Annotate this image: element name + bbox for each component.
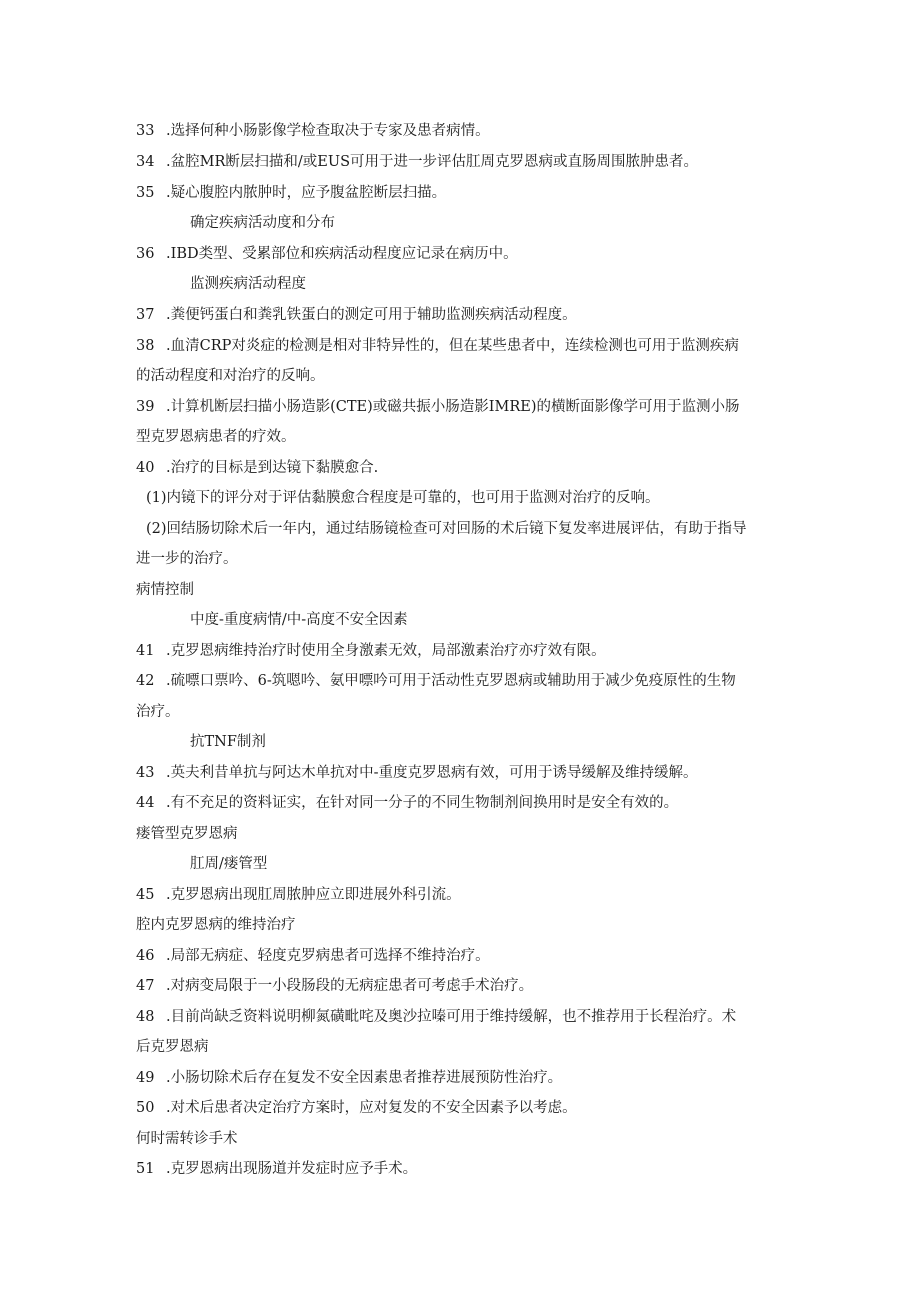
guideline-item-35 <box>136 184 786 202</box>
guideline-item-45 <box>136 886 786 904</box>
guideline-item-44 <box>136 794 786 812</box>
item-number: 41 <box>136 643 155 659</box>
item-text: .英夫利昔单抗与阿达木单抗对中-重度克罗恩病有效，可用于诱导缓解及维持缓解。 <box>166 765 698 781</box>
continuation-line: 治疗。 <box>136 704 180 720</box>
continuation-line: 型克罗恩病患者的疗效。 <box>136 429 296 445</box>
item-text: .局部无病症、轻度克罗病患者可选择不维持治疗。 <box>166 948 490 964</box>
continuation-line: 进一步的治疗。 <box>136 551 238 567</box>
item-text: .粪便钙蛋白和粪乳铁蛋白的测定可用于辅助监测疾病活动程度。 <box>166 307 577 323</box>
item-number: 33 <box>136 123 155 139</box>
item-text: .有不充足的资料证实，在针对同一分子的不同生物制剂间换用时是安全有效的。 <box>166 795 679 811</box>
guideline-item-50 <box>136 1099 786 1117</box>
sub-item-2: (2)回结肠切除术后一年内，通过结肠镜检查可对回肠的术后镜下复发率进展评估，有助于指导 <box>146 521 747 537</box>
subsection-heading: 确定疾病活动度和分布 <box>190 215 335 231</box>
item-number: 50 <box>136 1100 155 1116</box>
guideline-item-41 <box>136 642 786 660</box>
continuation-line: 后克罗恩病 <box>136 1039 209 1055</box>
section-heading: 瘘管型克罗恩病 <box>136 826 238 842</box>
item-number: 47 <box>136 978 155 994</box>
item-text: .IBD类型、受累部位和疾病活动程度应记录在病历中。 <box>166 246 518 262</box>
item-text: .选择何种小肠影像学检查取决于专家及患者病情。 <box>166 123 490 139</box>
guideline-item-36 <box>136 245 786 263</box>
guideline-item-51 <box>136 1160 786 1178</box>
item-number: 39 <box>136 399 155 415</box>
item-number: 51 <box>136 1161 155 1177</box>
subsection-heading: 监测疾病活动程度 <box>190 276 306 292</box>
sub-item-1: (1)内镜下的评分对于评估黏膜愈合程度是可靠的，也可用于监测对治疗的反响。 <box>146 490 660 506</box>
guideline-item-40 <box>136 459 786 477</box>
item-number: 38 <box>136 338 155 354</box>
guideline-item-38 <box>136 337 786 355</box>
guideline-item-46 <box>136 947 786 965</box>
item-number: 36 <box>136 246 155 262</box>
guideline-item-37 <box>136 306 786 324</box>
item-number: 45 <box>136 887 155 903</box>
item-number: 37 <box>136 307 155 323</box>
continuation-line: 的活动程度和对治疗的反响。 <box>136 368 325 384</box>
item-number: 44 <box>136 795 155 811</box>
item-text: .盆腔MR断层扫描和/或EUS可用于进一步评估肛周克罗恩病或直肠周围脓肿患者。 <box>166 154 698 170</box>
item-text: .对病变局限于一小段肠段的无病症患者可考虑手术治疗。 <box>166 978 534 994</box>
section-heading: 病情控制 <box>136 582 194 598</box>
guideline-item-47 <box>136 977 786 995</box>
section-heading: 何时需转诊手术 <box>136 1131 238 1147</box>
section-heading: 腔内克罗恩病的维持治疗 <box>136 917 296 933</box>
item-number: 40 <box>136 460 155 476</box>
subsection-heading: 肛周/瘘管型 <box>190 856 268 872</box>
item-number: 42 <box>136 673 155 689</box>
guideline-item-34 <box>136 153 786 171</box>
guideline-item-39 <box>136 398 786 416</box>
item-text: .血清CRP对炎症的检测是相对非特异性的，但在某些患者中，连续检测也可用于监测疾病 <box>166 338 739 354</box>
item-number: 46 <box>136 948 155 964</box>
item-text: .对术后患者决定治疗方案时，应对复发的不安全因素予以考虑。 <box>166 1100 577 1116</box>
item-text: .疑心腹腔内脓肿时，应予腹盆腔断层扫描。 <box>166 185 447 201</box>
item-number: 43 <box>136 765 155 781</box>
item-text: .克罗恩病维持治疗时使用全身激素无效，局部激素治疗亦疗效有限。 <box>166 643 606 659</box>
item-text: .克罗恩病出现肠道并发症时应予手术。 <box>166 1161 418 1177</box>
item-text: .目前尚缺乏资料说明柳氮磺毗咤及奥沙拉嗪可用于维持缓解，也不推荐用于长程治疗。术 <box>166 1009 737 1025</box>
subsection-heading: 抗TNF制剂 <box>190 734 266 750</box>
guideline-item-33 <box>136 122 786 140</box>
item-number: 49 <box>136 1070 155 1086</box>
item-number: 48 <box>136 1009 155 1025</box>
guideline-item-49 <box>136 1069 786 1087</box>
item-text: .治疗的目标是到达镜下黏膜愈合. <box>166 460 379 476</box>
item-text: .计算机断层扫描小肠造影(CTE)或磁共振小肠造影IMRE)的横断面影像学可用于监测小肠 <box>166 399 740 415</box>
item-text: .硫嘌口票吟、6-筑嗯吟、氨甲嘌吟可用于活动性克罗恩病或辅助用于减少免疫原性的生物 <box>166 673 736 689</box>
item-number: 35 <box>136 185 155 201</box>
subsection-heading: 中度-重度病情/中-高度不安全因素 <box>190 612 408 628</box>
item-text: .小肠切除术后存在复发不安全因素患者推荐进展预防性治疗。 <box>166 1070 563 1086</box>
guideline-item-48 <box>136 1008 786 1026</box>
item-text: .克罗恩病出现肛周脓肿应立即进展外科引流。 <box>166 887 461 903</box>
guideline-item-42 <box>136 672 786 690</box>
guideline-item-43 <box>136 764 786 782</box>
item-number: 34 <box>136 154 155 170</box>
